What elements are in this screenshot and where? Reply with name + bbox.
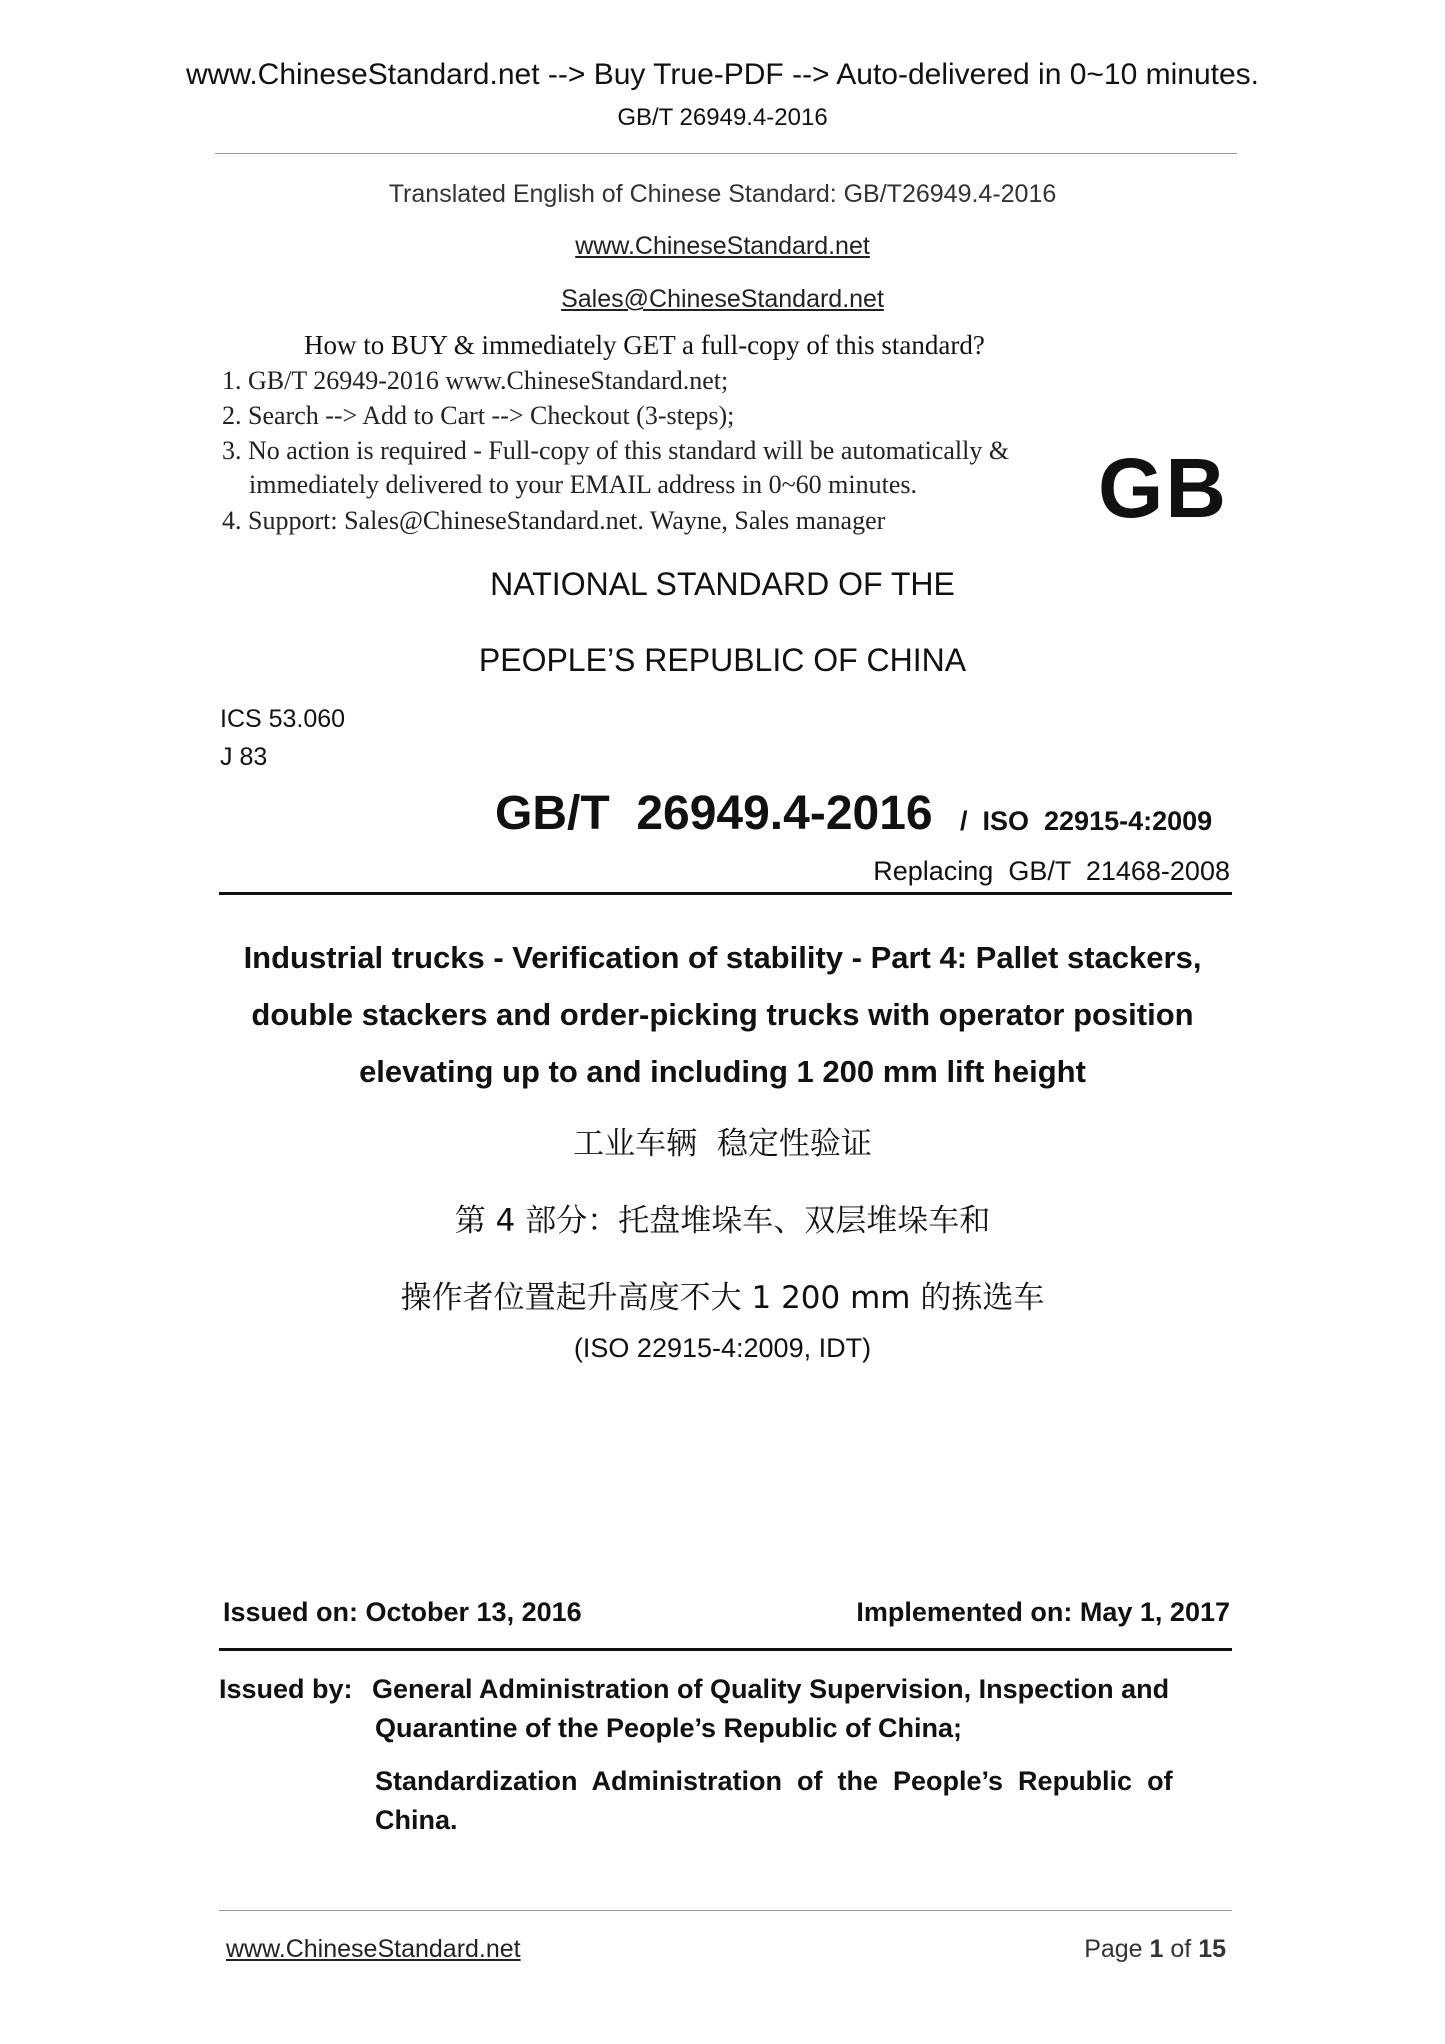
title-en-line-3: elevating up to and including 1 200 mm lift height (359, 1054, 1086, 1089)
issuer-org-2-line-1: Standardization Administration of the People’s Republic of (375, 1766, 1173, 1796)
buy-step-3-cont: immediately delivered to your EMAIL address in 0~60 minutes. (249, 470, 918, 499)
translated-title: Translated English of Chinese Standard: GB/T26949.4-2016 (388, 180, 1057, 208)
ics-code: ICS 53.060 (220, 705, 346, 733)
title-cn-line-3: 操作者位置起升高度不大 1 200 mm 的拣选车 (400, 1280, 1045, 1316)
dates-divider (219, 1648, 1232, 1651)
buy-step-3: 3. No action is required - Full-copy of this standard will be automatically & (222, 436, 1010, 465)
replacing-note: Replacing GB/T 21468-2008 (873, 856, 1230, 886)
footer-website-link[interactable]: www.ChineseStandard.net (226, 1935, 521, 1963)
buy-question: How to BUY & immediately GET a full-copy of this standard? (304, 330, 985, 360)
standard-divider (219, 892, 1232, 895)
page-current: 1 (1149, 1935, 1164, 1963)
header-divider (215, 153, 1237, 154)
header-banner: www.ChineseStandard.net --> Buy True-PDF --> Auto-delivered in 0~10 minutes. (185, 58, 1260, 91)
page-indicator (1084, 1935, 1226, 1964)
footer-website-wrap (226, 1935, 521, 1964)
title-en-line-2: double stackers and order-picking trucks with operator position (251, 997, 1194, 1032)
page-total: 15 (1198, 1935, 1226, 1963)
issuer-org-1-line-1: General Administration of Quality Supervision, Inspection and (372, 1674, 1170, 1704)
title-cn-line-2: 第 4 部分：托盘堆垛车、双层堆垛车和 (454, 1203, 991, 1239)
title-cn-line-1: 工业车辆 稳定性验证 (573, 1126, 872, 1162)
issued-by-label: Issued by: (219, 1674, 353, 1704)
email-link[interactable]: Sales@ChineseStandard.net (561, 285, 884, 313)
national-line-2: PEOPLE’S REPUBLIC OF CHINA (478, 642, 967, 678)
issuer-org-1-line-2: Quarantine of the People’s Republic of China; (375, 1713, 963, 1743)
iso-reference: / ISO 22915-4:2009 (960, 806, 1213, 836)
website-link[interactable]: www.ChineseStandard.net (575, 232, 870, 260)
standard-number: GB/T 26949.4-2016 (495, 787, 933, 840)
implemented-on: Implemented on: May 1, 2017 (856, 1597, 1230, 1627)
buy-step-4: 4. Support: Sales@ChineseStandard.net. Wayne, Sales manager (222, 506, 886, 535)
national-line-1: NATIONAL STANDARD OF THE (490, 566, 955, 602)
footer-divider (219, 1910, 1232, 1911)
issued-on: Issued on: October 13, 2016 (223, 1597, 582, 1627)
page-prefix: Page (1084, 1935, 1150, 1963)
email-link-wrap (0, 285, 1445, 314)
title-en-line-1: Industrial trucks - Verification of stability - Part 4: Pallet stackers, (243, 940, 1202, 975)
ccs-code: J 83 (220, 743, 268, 771)
issuer-org-2-line-2: China. (375, 1805, 458, 1835)
gb-logo: GB (1098, 441, 1228, 535)
idt-note: (ISO 22915-4:2009, IDT) (573, 1333, 872, 1363)
website-link-wrap (0, 232, 1445, 261)
page-mid: of (1163, 1935, 1199, 1963)
buy-step-1: 1. GB/T 26949-2016 www.ChineseStandard.net; (222, 366, 729, 395)
buy-step-2: 2. Search --> Add to Cart --> Checkout (3-steps); (222, 401, 735, 430)
header-code: GB/T 26949.4-2016 (617, 104, 828, 131)
